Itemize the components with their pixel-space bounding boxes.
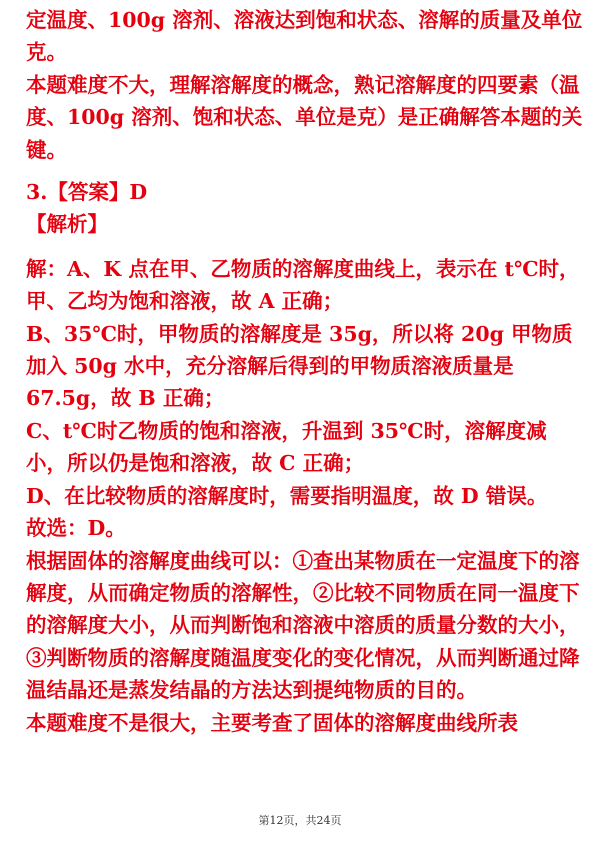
paragraph-definition-end: 定温度、100g 溶剂、溶液达到饱和状态、溶解的质量及单位克。	[26, 8, 583, 65]
page-number-footer: 第12页，共24页	[258, 814, 342, 827]
paragraph-summary-q3: 本题难度不是很大，主要考查了固体的溶解度曲线所表	[26, 710, 518, 735]
paragraph-summary-q2: 本题难度不大，理解溶解度的概念，熟记溶解度的四要素（温度、100g 溶剂、饱和状态、单位是克）是正确解答本题的关键。	[26, 72, 583, 162]
document-body	[26, 4, 586, 739]
answer-choice: 故选：D。	[26, 516, 126, 541]
solution-option-b: B、35℃时，甲物质的溶解度是 35g，所以将 20g 甲物质加入 50g 水中，充分溶解后得到的甲物质溶液质量是 67.5g，故 B 正确；	[26, 321, 573, 411]
solution-option-c: C、t℃时乙物质的饱和溶液，升温到 35℃时，溶解度减小，所以仍是饱和溶液，故 C 正确；	[26, 418, 547, 476]
analysis-heading-q3: 【解析】	[26, 212, 108, 237]
solubility-curve-explanation: 根据固体的溶解度曲线可以：①查出某物质在一定温度下的溶解度，从而确定物质的溶解性，②比较不同物质在同一温度下的溶解度大小，从而判断饱和溶液中溶质的质量分数的大小，③判断物质的溶解度随温度变化的变化情况，从而判断通过降温结晶还是蒸发结晶的方法达到提纯物质的目的。	[26, 548, 580, 703]
solution-option-a: 解：A、K 点在甲、乙物质的溶解度曲线上，表示在 t℃时，甲、乙均为饱和溶液，故 A 正确；	[26, 256, 580, 314]
answer-heading-q3: 3.【答案】D	[26, 180, 148, 205]
solution-option-d: D、在比较物质的溶解度时，需要指明温度，故 D 错误。	[26, 483, 548, 508]
